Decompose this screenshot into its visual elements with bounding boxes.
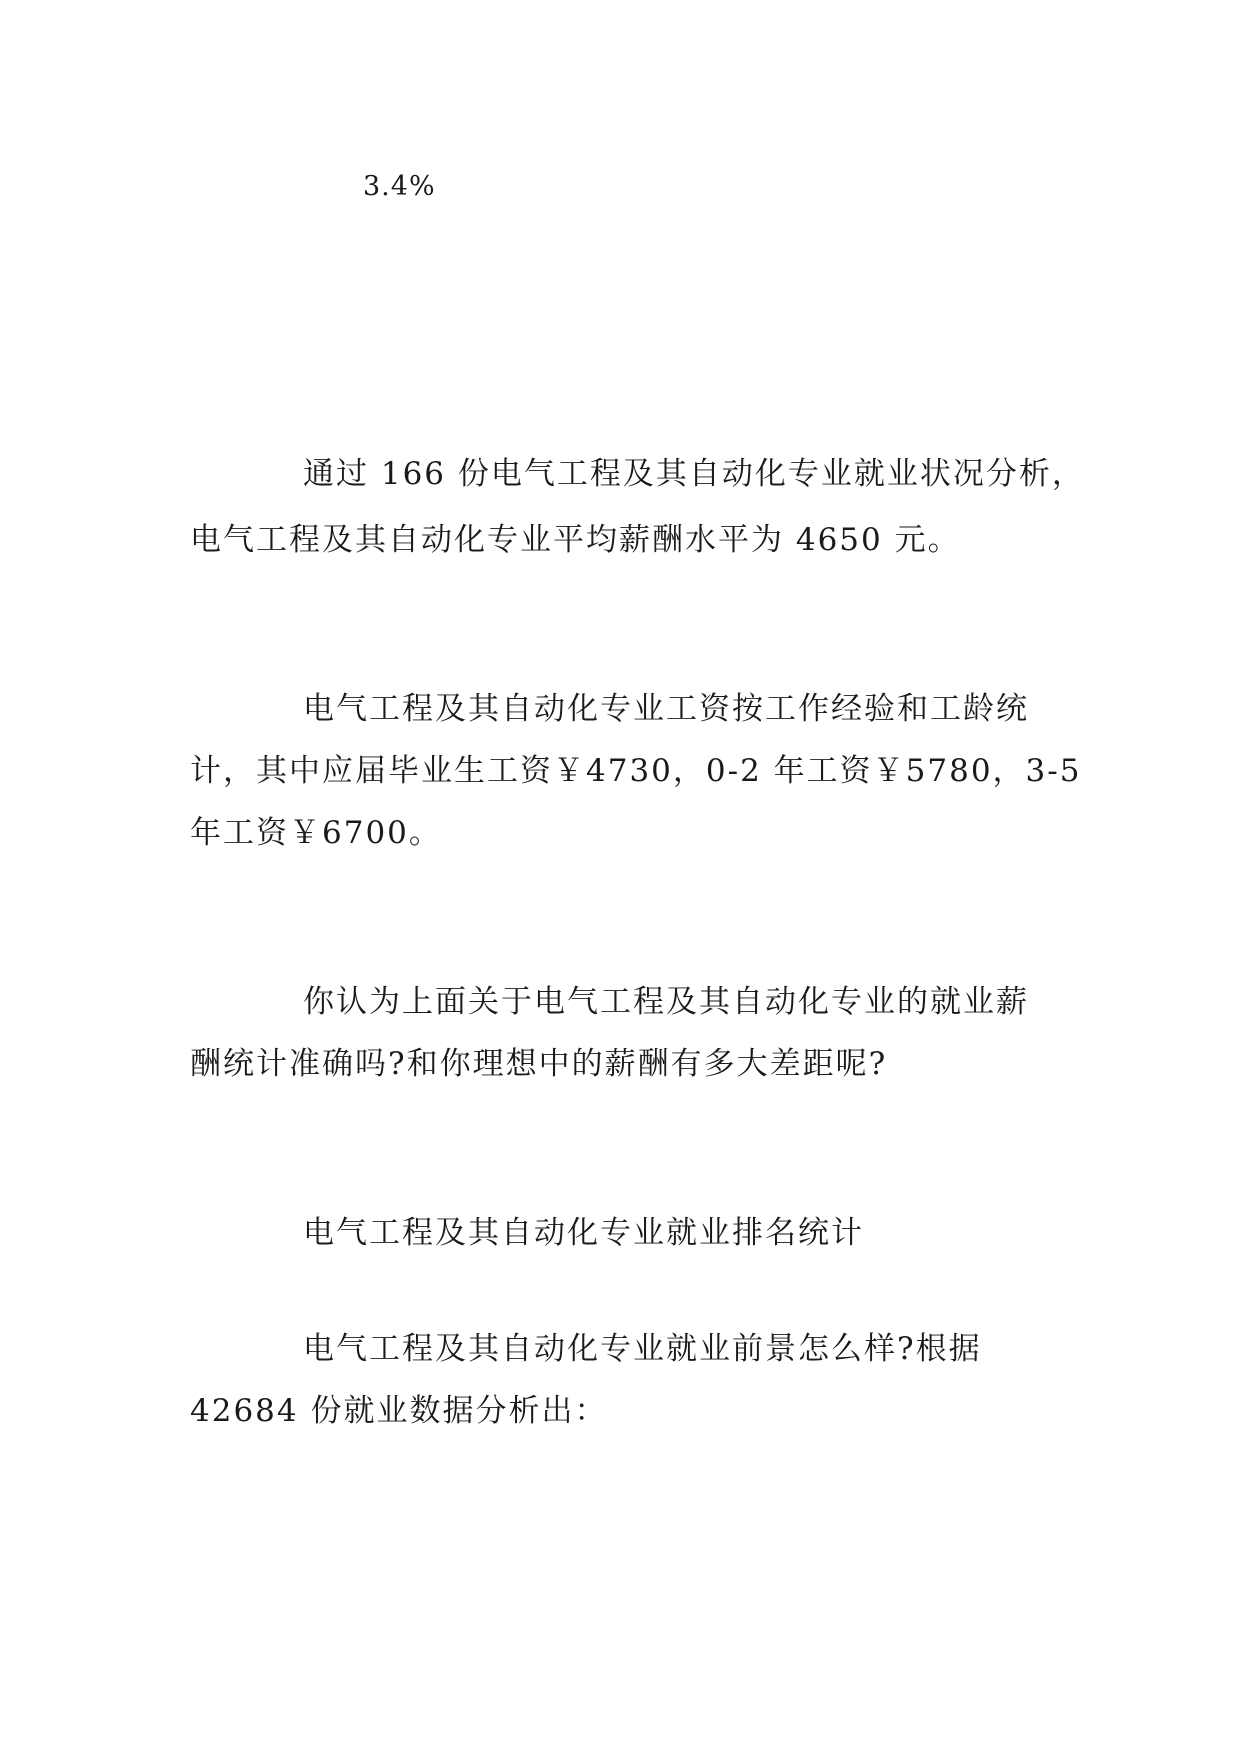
- paragraph-2-line-3: 年工资￥6700。: [190, 815, 442, 851]
- paragraph-1-line-2: 电气工程及其自动化专业平均薪酬水平为 4650 元。: [190, 522, 961, 558]
- percent-value: 3.4%: [363, 171, 436, 202]
- paragraph-2-line-2: 计，其中应届毕业生工资￥4730，0-2 年工资￥5780，3-5: [190, 753, 1082, 789]
- paragraph-4-line-2: 42684 份就业数据分析出：: [190, 1393, 608, 1429]
- paragraph-2-line-1: 电气工程及其自动化专业工资按工作经验和工龄统: [303, 691, 1029, 727]
- paragraph-3-line-1: 你认为上面关于电气工程及其自动化专业的就业薪: [303, 984, 1029, 1020]
- paragraph-4-line-1: 电气工程及其自动化专业就业前景怎么样?根据: [303, 1331, 982, 1367]
- paragraph-1-line-1: 通过 166 份电气工程及其自动化专业就业状况分析，: [303, 456, 1085, 492]
- section-heading: 电气工程及其自动化专业就业排名统计: [303, 1215, 864, 1251]
- paragraph-3-line-2: 酬统计准确吗?和你理想中的薪酬有多大差距呢?: [190, 1046, 888, 1082]
